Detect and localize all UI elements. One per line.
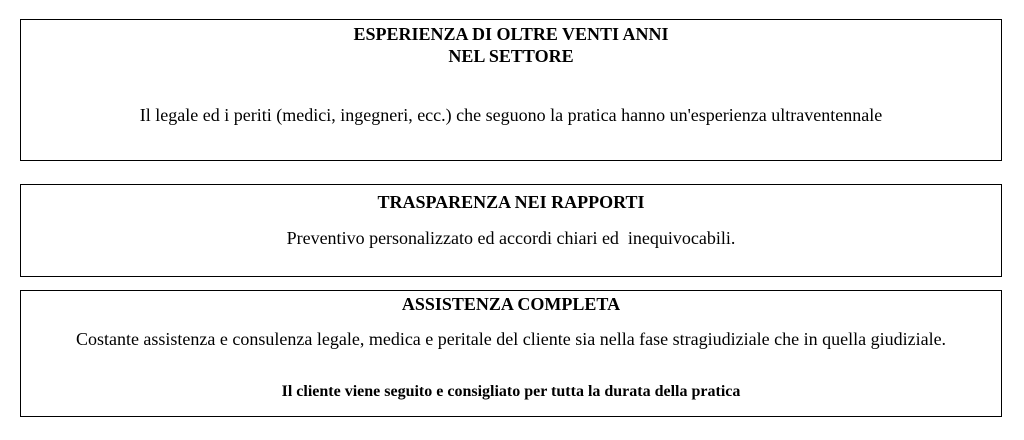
experience-title-line1: ESPERIENZA DI OLTRE VENTI ANNI <box>353 24 669 44</box>
assistance-note: Il cliente viene seguito e consigliato per tutta la durata della pratica <box>281 383 741 400</box>
assistance-text: Costante assistenza e consulenza legale, medica e peritale del cliente sia nella fase stragiudiziale che in quella giudiziale. <box>75 329 947 349</box>
experience-title <box>21 23 1001 67</box>
transparency-text: Preventivo personalizzato ed accordi chiari ed inequivocabili. <box>286 228 736 248</box>
experience-section <box>20 19 1002 161</box>
assistance-section <box>20 290 1002 417</box>
experience-title-line2: NEL SETTORE <box>448 46 574 66</box>
transparency-title: TRASPARENZA NEI RAPPORTI <box>377 192 645 212</box>
experience-text: Il legale ed i periti (medici, ingegneri, ecc.) che seguono la pratica hanno un'esperienza ultraventennale <box>139 105 883 125</box>
assistance-title: ASSISTENZA COMPLETA <box>401 294 621 314</box>
transparency-section <box>20 184 1002 277</box>
